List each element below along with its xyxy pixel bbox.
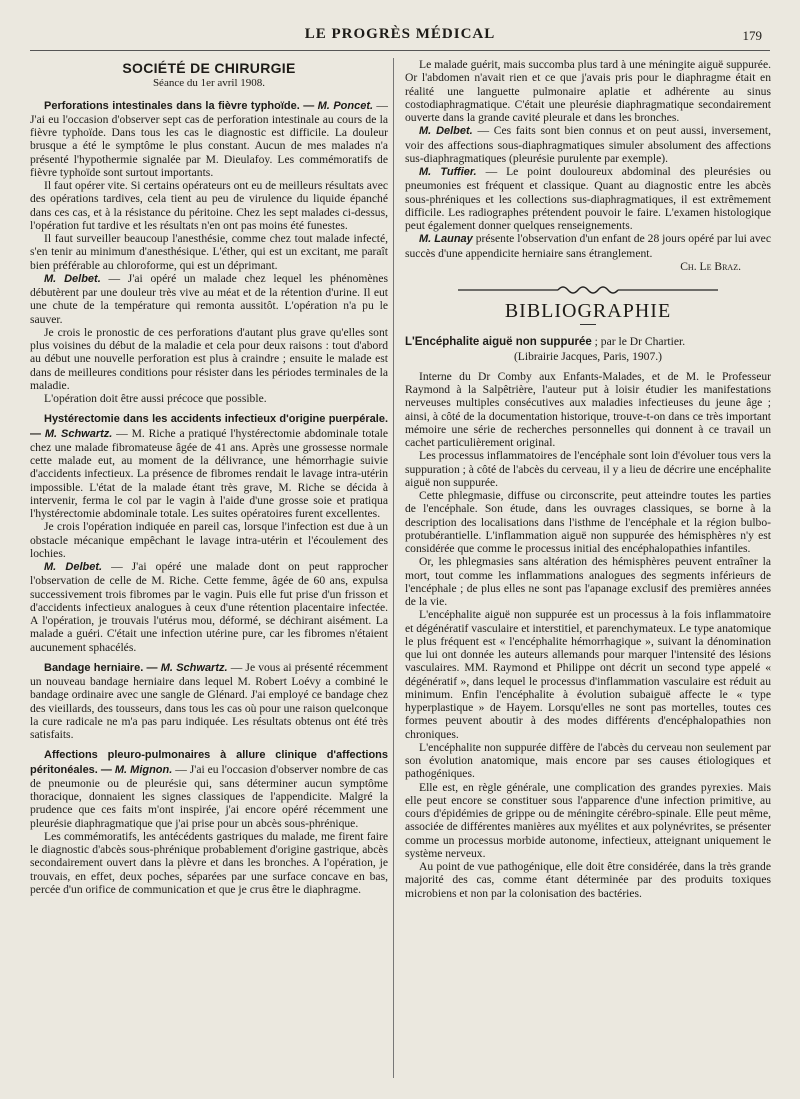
article-title: Affections pleuro-pulmonaires à allure clinique d'affections péritonéales. — bbox=[30, 749, 388, 776]
article-paragraph bbox=[30, 99, 388, 180]
article-paragraph bbox=[30, 748, 388, 830]
author-name: M. Delbet. bbox=[419, 125, 473, 138]
bibliography-title: BIBLIOGRAPHIE bbox=[504, 300, 672, 322]
paragraph-text: — Ces faits sont bien connus et on peut aussi, inversement, voir des affections sous-diaphragmatiques simuler absolument des affections sus-diaphragmatiques (pleurésie purulente par exemple). bbox=[405, 124, 771, 165]
paragraph: Je crois l'opération indiquée en pareil cas, lorsque l'infection est due à un obstacle mécanique empêchant le lavage intra-utérin et l'écoulement des lochies. bbox=[30, 520, 388, 560]
ornament-divider bbox=[405, 283, 771, 297]
paragraph: Les processus inflammatoires de l'encéphale sont loin d'évoluer tous vers la suppuration ; à côté de l'abcès du cerveau, il y a lieu de décrire une encéphalite aiguë non suppurée. bbox=[405, 449, 771, 489]
signature: Ch. Le Braz. bbox=[680, 259, 741, 273]
book-author: ; par le Dr Chartier. bbox=[594, 335, 686, 349]
paragraph-text: présente l'observation d'un enfant de 28 jours opéré par lui avec succès d'une appendicite herniaire sans étranglement. bbox=[405, 232, 771, 260]
page-header bbox=[0, 26, 800, 46]
ornament-rule-icon bbox=[438, 283, 738, 297]
paragraph: L'encéphalite non suppurée diffère de l'abcès du cerveau non seulement par son évolution anatomique, mais encore par ses causes étiologiques et pathogéniques. bbox=[405, 740, 771, 781]
paragraph: L'encéphalite aiguë non suppurée est un processus à la fois inflammatoire et dégénératif vasculaire et interstitiel, et parenchymateux. Le type anatomique le plus fréquent est « l'encéphalite hémorrhagique », suivant la dénomination que lui ont donnée les auteurs allemands pour marquer l'intensité des lésions vasculaires. MM. Raymond et Philippe ont décrit un second type appelé « dégénératif », dans lequel le processus d'inflammation vasculaire est réduit au minimum. Enfin l'encéphalite à évolution subaiguë affecte le « type hyperplastique » de Hayem. Lorsqu'elles ne sont pas mortelles, toutes ces formes peuvent aboutir à des modes différents d'encéphalopathies non chroniques. bbox=[405, 608, 771, 741]
paragraph: Le malade guérit, mais succomba plus tard à une méningite aiguë suppurée. Or l'abdomen n'avait rien et ce que j'avais pris pour le diaphragme était en réalité une languette pulmonaire aplatie et adhérente au sinus costodiaphragmatique. C'était une pleurésie diaphragmatique secondairement ouverte dans la grande cavité pleurale et dans les bronches. bbox=[405, 58, 771, 124]
article-title: Perforations intestinales dans la fièvre typhoïde. — bbox=[44, 99, 315, 112]
paragraph: Il faut surveiller beaucoup l'anesthésie, comme chez tout malade infecté, s'en tenir au minimum d'anesthésique. L'éther, qui est un excitant, me paraît bien préférable au chloroforme, qui est un déprimant. bbox=[30, 232, 388, 272]
discussion-paragraph bbox=[405, 232, 771, 260]
discussion-paragraph bbox=[30, 560, 388, 654]
session-date: Séance du 1er avril 1908. bbox=[152, 77, 266, 90]
book-reference: (Librairie Jacques, Paris, 1907.) bbox=[513, 349, 663, 363]
paragraph: Je crois le pronostic de ces perforations d'autant plus grave qu'elles sont plus voisines du début de la maladie et cela pour deux raisons : tout d'abord au début une nouvelle perforation est plus à craindre ; ensuite le malade est dans de meilleures conditions pour résister dans les périodes terminales de la maladie. bbox=[30, 325, 388, 392]
author-name: M. Schwartz. bbox=[160, 661, 228, 674]
right-column bbox=[405, 58, 771, 1078]
paragraph: Interne du Dr Comby aux Enfants-Malades, et de M. le Professeur Raymond à la Salpêtrière, l'auteur put à loisir étudier les manifestations nerveuses multiples consécutives aux maladies infectieuses du jeune âge ; ainsi, à côté de la documentation historique, trouve-t-on dans ce très important mémoire une série de recherches personnelles qui donnent à ce travail un cachet particulièrement original. bbox=[405, 369, 771, 449]
title-dash bbox=[580, 324, 596, 325]
book-entry bbox=[405, 335, 771, 349]
author-name: M. Schwartz. bbox=[44, 427, 113, 440]
discussion-paragraph bbox=[30, 272, 388, 326]
author-name: M. Tuffier. bbox=[419, 166, 477, 178]
paragraph: Au point de vue pathogénique, elle doit être considérée, dans la très grande majorité des cas, comme étant déterminée par des produits toxiques microbiens et non par la colonisation des bactéries. bbox=[405, 860, 771, 900]
author-name: M. Launay bbox=[419, 233, 473, 246]
article-paragraph bbox=[30, 412, 388, 520]
author-name: M. Delbet. bbox=[44, 561, 103, 573]
paragraph-text: — J'ai eu l'occasion d'observer sept cas de perforation intestinale au cours de la fièvre typhoïde. Dans tous les cas le diagnostic est difficile. La douleur brusque a été le symptôme le plus constant. Aucun de mes malades n'a présenté l'hypothermie signalée par M. Dieulafoy. Les commémoratifs de fièvre typhoïde sont surtout importants. bbox=[30, 98, 388, 179]
paragraph: L'opération doit être aussi précoce que possible. bbox=[44, 392, 267, 405]
author-name: M. Poncet. bbox=[317, 99, 374, 112]
paragraph: Cette phlegmasie, diffuse ou circonscrite, peut atteindre toutes les parties de l'encéphale. Son étude, dans les ouvrages classiques, se borne à la description des localisations dans l'isthme de l'encéphale et la région bulbo-protubérantielle. L'inflammation aiguë non suppurée des hémisphères n'y est considérée que comme le processus initial des encéphalopathies infantiles. bbox=[405, 489, 771, 555]
paragraph: Il faut opérer vite. Si certains opérateurs ont eu de meilleurs résultats avec des opérations tardives, cela tient au peu de virulence du liquide épanché dans ces cas, et à la résistance du péritoine. Chez les sept malades ci-dessus, l'opération fut tardive et les résultats n'en ont pas moins été funestes. bbox=[30, 179, 388, 232]
paragraph-text: — M. Riche a pratiqué l'hystérectomie abdominale totale chez une malade fibromateuse âgée de 41 ans. Après une grossesse normale cette malade eut, au moment de la délivrance, une hémorrhagie suivie d'accidents infectieux. La présence de fibromes rendait le lavage intra-utérin impossible. L'état de la malade étant très grave, M. Riche se décida à intervenir, ferma le col par le vagin à l'aide d'une grosse soie et pratiqua l'hystérectomie abdominale totale. Les suites opératoires furent excellentes. bbox=[30, 426, 388, 520]
paragraph-text: — J'ai eu l'occasion d'observer nombre de cas de pneumonie ou de pleurésie qui, sans déterminer aucun symptôme thoracique, donnaient les signes classiques de l'appendicite. Malgré la prudence que ces faits m'ont inspirée, j'ai encore opéré récemment une pleurésie diaphragmatique que j'ai prise pour un abcès sous-phrénique. bbox=[30, 762, 388, 830]
section-title: SOCIÉTÉ DE CHIRURGIE bbox=[122, 60, 296, 76]
discussion-paragraph bbox=[405, 165, 771, 232]
author-name: M. Mignon. bbox=[114, 763, 173, 776]
journal-title: LE PROGRÈS MÉDICAL bbox=[304, 26, 496, 42]
left-column bbox=[30, 58, 388, 1078]
article-paragraph bbox=[30, 661, 388, 742]
article-title: Hystérectomie dans les accidents infectieux d'origine puerpérale. — bbox=[30, 413, 388, 440]
book-title: L'Encéphalite aiguë non suppurée bbox=[405, 336, 592, 349]
page-number: 179 bbox=[742, 28, 762, 43]
header-rule bbox=[30, 50, 770, 51]
paragraph: Or, les phlegmasies sans altération des hémisphères peuvent entraîner la mort, tout comme les inflammations analogues des segments inférieurs de l'encéphale ; de plus elles ne sont pas l'apanage exclusif des premières années de la vie. bbox=[405, 555, 771, 608]
column-divider bbox=[393, 58, 394, 1078]
paragraph-text: — Le point douloureux abdominal des pleurésies ou pneumonies est fréquent et classique. Quant au diagnostic entre les abcès sous-phréniques et les collections sus-diaphragmatiques, il est extrêmement difficile. Les radiographes prétendent pouvoir le faire. L'examen histologique peut également donner quelques renseignements. bbox=[405, 165, 771, 232]
paragraph: Les commémoratifs, les antécédents gastriques du malade, me firent faire le diagnostic d'abcès sous-phrénique probablement d'origine gastrique, abcès secondairement ouvert dans la plèvre et dans les bronches. A l'opération, je trouvais, en effet, deux poches, séparées par une surface concave en bas, percée d'un orifice de communication et que je crus être le diaphragme. bbox=[30, 829, 388, 896]
paragraph-text: — J'ai opéré une malade dont on peut rapprocher l'observation de celle de M. Riche. Cette femme, âgée de 60 ans, expulsa successivement trois fibromes par le vagin. Puis elle fut prise d'un frisson et d'accidents infectieux analogues à ceux d'une rétention placentaire infectée. A l'opération, je trouvais l'utérus mou, déformé, se déchirant aisément. La malade a guéri. C'était une infection utérine pure, car les fibromes n'étaient aucunement sphacélés. bbox=[30, 560, 388, 654]
author-name: M. Delbet. bbox=[44, 272, 101, 285]
paragraph-text: — J'ai opéré un malade chez lequel les phénomènes débutèrent par une douleur très vive au méat et de la rétention d'urine. Il eut une chute de la température qui remonta aussitôt. L'opération n'a pu le sauver. bbox=[30, 271, 388, 326]
article-title: Bandage herniaire. — bbox=[44, 661, 158, 674]
discussion-paragraph bbox=[405, 124, 771, 165]
paragraph-text: — Je vous ai présenté récemment un nouveau bandage herniaire dans lequel M. Robert Loévy a combiné le bandage ordinaire avec une sangle de Glénard. J'ai employé ce bandage chez des vieillards, des tousseurs, dans tous les cas où pour une raison quelconque la cure radicale ne m'a pas paru indiquée. Les résultats obtenus ont été très satisfaits. bbox=[30, 660, 388, 741]
paragraph: Elle est, en règle générale, une complication des grandes pyrexies. Mais elle peut encore se constituer sous l'apparence d'une infection primitive, au cours d'épidémies de grippe ou de méningite cérébro-spinale. Elle peut même, associée de différentes manières aux myélites et aux polynévrites, se présenter comme un processus morbide autonome, infectieux, atteignant uniquement le système nerveux. bbox=[405, 780, 771, 860]
